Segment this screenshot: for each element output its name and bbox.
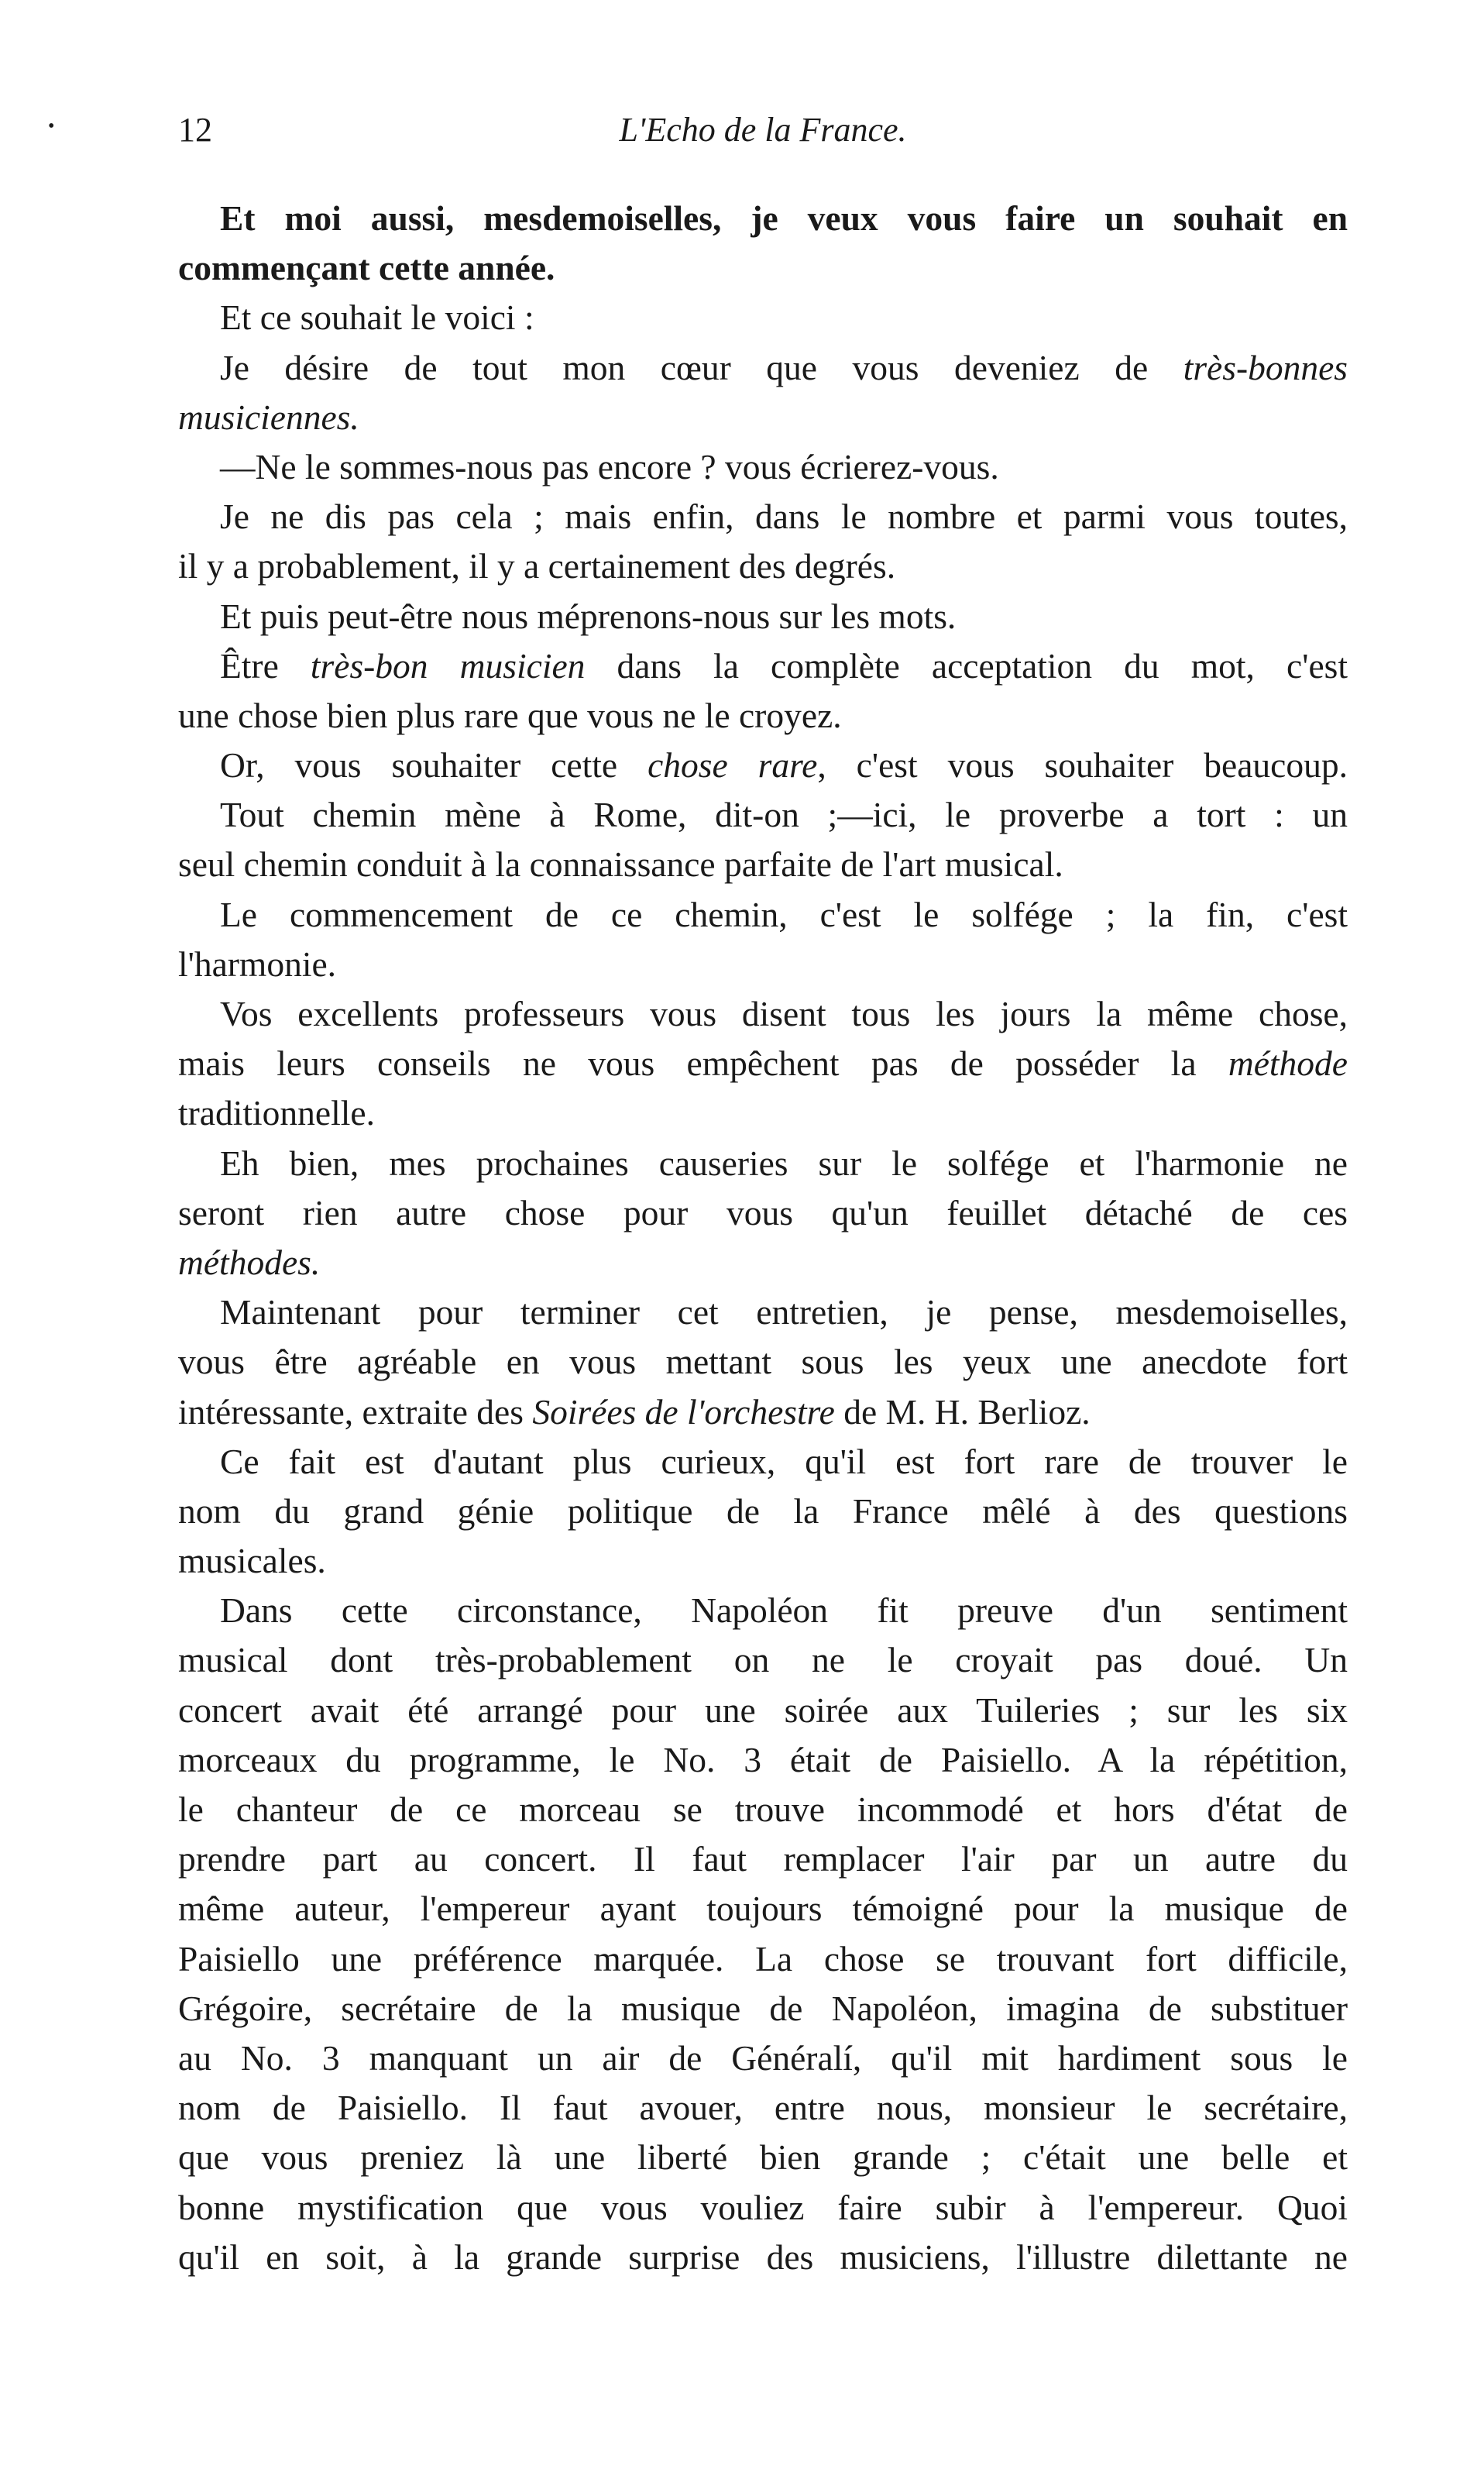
text-line: Je désire de tout mon cœur que vous deveniez de très-bonnes [220, 347, 1348, 387]
italic-text: méthode [1228, 1043, 1348, 1084]
text-line: Or, vous souhaiter cette chose rare, c'est vous souhaiter beaucoup. [220, 745, 1348, 786]
text-line: Dans cette circonstance, Napoléon fit preuve d'un sentiment [220, 1590, 1348, 1631]
italic-text: méthodes. [178, 1242, 321, 1282]
page-header [178, 107, 1348, 169]
text-line: Grégoire, secrétaire de la musique de Napoléon, imagina de substituer [178, 1988, 1348, 2028]
text-line: musicales. [178, 1541, 326, 1581]
text-line: morceaux du programme, le No. 3 était de Paisiello. A la répétition, [178, 1739, 1348, 1779]
stray-dot-mark: • [48, 116, 55, 136]
text-line: Eh bien, mes prochaines causeries sur le solfége et l'harmonie ne [220, 1143, 1348, 1183]
running-title: L'Echo de la France. [619, 111, 907, 149]
text-line: —Ne le sommes-nous pas encore ? vous écrierez-vous. [220, 446, 999, 486]
text-line: vous être agréable en vous mettant sous les yeux une anecdote fort [178, 1342, 1348, 1382]
text-line: nom du grand génie politique de la France mêlé à des questions [178, 1490, 1348, 1531]
text-line: Paisiello une préférence marquée. La chose se trouvant fort difficile, [178, 1938, 1348, 1979]
text-line: le chanteur de ce morceau se trouve incommodé et hors d'état de [178, 1789, 1348, 1829]
text-line: prendre part au concert. Il faut remplacer l'air par un autre du [178, 1839, 1348, 1879]
text-line: musical dont très-probablement on ne le croyait pas doué. Un [178, 1640, 1348, 1680]
text-line: seront rien autre chose pour vous qu'un feuillet détaché de ces [178, 1192, 1348, 1232]
text-line: que vous preniez là une liberté bien grande ; c'était une belle et [178, 2137, 1348, 2178]
text-line: au No. 3 manquant un air de Généralí, qu'il mit hardiment sous le [178, 2037, 1348, 2078]
text-line: Le commencement de ce chemin, c'est le solfége ; la fin, c'est [220, 894, 1348, 934]
italic-text: musiciennes. [178, 397, 359, 437]
text-line: Tout chemin mène à Rome, dit-on ;—ici, le proverbe a tort : un [220, 795, 1348, 835]
text-line: l'harmonie. [178, 944, 337, 984]
body-text [178, 194, 1348, 2282]
page-number: 12 [178, 111, 212, 149]
text-line: concert avait été arrangé pour une soirée aux Tuileries ; sur les six [178, 1690, 1348, 1730]
text-line [178, 393, 1348, 442]
text-line: commençant cette année. [178, 248, 555, 288]
text-line: traditionnelle. [178, 1093, 375, 1133]
italic-text: Soirées de l'orchestre [532, 1391, 835, 1432]
text-line: nom de Paisiello. Il faut avouer, entre nous, monsieur le secrétaire, [178, 2088, 1348, 2128]
text-line: Ce fait est d'autant plus curieux, qu'il est fort rare de trouver le [220, 1441, 1348, 1481]
text-line: bonne mystification que vous vouliez faire subir à l'empereur. Quoi [178, 2187, 1348, 2227]
italic-text: très-bonnes [1183, 347, 1348, 387]
text-line: même auteur, l'empereur ayant toujours témoigné pour la musique de [178, 1889, 1348, 1929]
text-line: une chose bien plus rare que vous ne le croyez. [178, 695, 842, 735]
text-line: seul chemin conduit à la connaissance parfaite de l'art musical. [178, 844, 1063, 885]
text-line: Maintenant pour terminer cet entretien, je pense, mesdemoiselles, [220, 1292, 1348, 1332]
text-line: Je ne dis pas cela ; mais enfin, dans le nombre et parmi vous toutes, [220, 497, 1348, 537]
text-line: Et moi aussi, mesdemoiselles, je veux vous faire un souhait en [220, 198, 1348, 238]
text-line: intéressante, extraite des Soirées de l'orchestre de M. H. Berlioz. [178, 1391, 1091, 1432]
text-line: qu'il en soit, à la grande surprise des musiciens, l'illustre dilettante ne [178, 2236, 1348, 2277]
text-line: Être très-bon musicien dans la complète acceptation du mot, c'est [220, 645, 1348, 686]
text-line: mais leurs conseils ne vous empêchent pas de posséder la méthode [178, 1043, 1348, 1084]
text-line [178, 1238, 1348, 1288]
italic-text: chose rare [648, 745, 818, 786]
text-line: Et ce souhait le voici : [220, 297, 534, 338]
text-line: Et puis peut-être nous méprenons-nous sur les mots. [220, 596, 957, 636]
text-line: il y a probablement, il y a certainement des degrés. [178, 546, 896, 586]
italic-text: très-bon musicien [310, 645, 586, 686]
text-line: Vos excellents professeurs vous disent tous les jours la même chose, [220, 994, 1348, 1033]
